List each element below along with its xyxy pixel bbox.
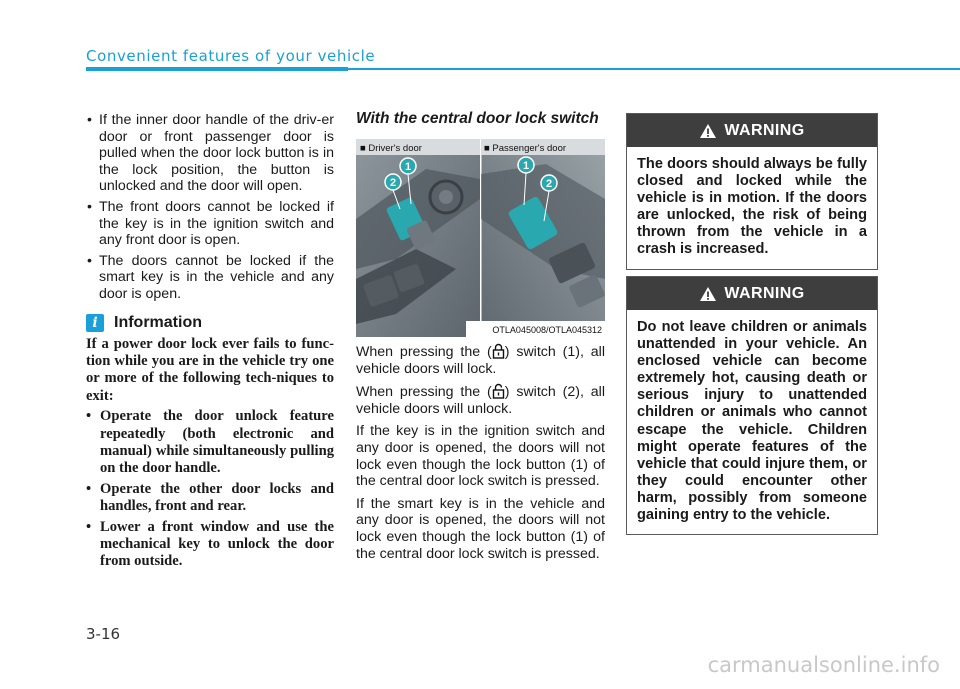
lock-paragraph-start: When pressing the (	[356, 344, 492, 360]
information-heading	[86, 314, 334, 332]
figure-label-driver: ■ Driver's door	[360, 143, 422, 154]
bullet-item: • If the inner door handle of the driv-er door or front passenger door is pulled when the door lock button is in the lock position, the button is unlocked and the door will open.	[86, 112, 334, 195]
smart-key-paragraph: If the smart key is in the vehicle and any door is opened, the doors will not lock even though the lock button (1) of the central door lock switch is pressed.	[356, 495, 605, 562]
door-switch-figure	[356, 139, 605, 337]
lock-icon	[492, 343, 505, 359]
warning-text: The doors should always be fully closed and locked while the vehicle is in motion. If the doors are unlocked, the risk of being thrown from the vehicle in a crash is increased.	[637, 156, 867, 258]
warning-box-children	[626, 276, 878, 535]
watermark: carmanualsonline.info	[707, 653, 940, 677]
marker-2-left: 2	[389, 177, 397, 189]
information-bullet: • Operate the door unlock feature repeatedly (both electronic and manual) while simultaneously pulling on the door handle.	[86, 408, 334, 478]
key-ignition-paragraph: If the key is in the ignition switch and any door is opened, the doors will not lock even though the lock button (1) of the central door lock switch is pressed.	[356, 423, 605, 490]
warning-header	[627, 277, 877, 310]
figure-label-passenger: ■ Passenger's door	[484, 143, 567, 154]
warning-triangle-icon	[699, 123, 717, 139]
unlock-paragraph	[356, 383, 605, 417]
lock-paragraph-end: ) switch (1), all vehicle doors will lock.	[356, 344, 605, 377]
warning-label: WARNING	[724, 284, 805, 302]
lock-paragraph	[356, 343, 605, 377]
unlock-paragraph-start: When pressing the (	[356, 384, 492, 401]
section-title: With the central door lock switch	[356, 110, 599, 127]
figure-caption: OTLA045008/OTLA045312	[492, 325, 602, 335]
door-switch-photo	[356, 139, 605, 337]
information-icon: i	[86, 314, 104, 332]
section-header: Convenient features of your vehicle	[86, 47, 376, 65]
warning-header	[627, 114, 877, 147]
warning-label: WARNING	[724, 121, 805, 139]
information-bullet: • Operate the other door locks and handles, front and rear.	[86, 481, 334, 516]
marker-2-right: 2	[545, 178, 553, 190]
page-number: 3-16	[86, 625, 121, 643]
header-rule-accent	[86, 67, 348, 71]
information-body: If a power door lock ever fails to func-tion while you are in the vehicle try one or more of the following tech-niques to exit:	[86, 335, 334, 404]
unlock-icon	[492, 383, 505, 399]
warning-text: Do not leave children or animals unattended in your vehicle. An enclosed vehicle can become extremely hot, causing death or serious injury to unattended children or animals who cannot escape the vehicle. Children might operate features of the vehicle that could injure them, or they could encounter other harm, possibly from someone gaining entry to the vehicle.	[637, 319, 867, 524]
information-title: Information	[114, 313, 202, 331]
marker-1-left: 1	[404, 161, 412, 173]
bullet-item: • The doors cannot be locked if the smart key is in the vehicle and any door is open.	[86, 253, 334, 303]
information-bullet: • Lower a front window and use the mechanical key to unlock the door from outside.	[86, 519, 334, 571]
marker-1-right: 1	[522, 160, 530, 172]
unlock-paragraph-end: ) switch (2), all vehicle doors will unlock.	[356, 384, 605, 417]
warning-box-doors	[626, 113, 878, 270]
bullet-item: • The front doors cannot be locked if the key is in the ignition switch and any front door is open.	[86, 199, 334, 249]
column-left	[86, 112, 334, 574]
warning-triangle-icon	[699, 286, 717, 302]
column-middle	[356, 110, 605, 562]
